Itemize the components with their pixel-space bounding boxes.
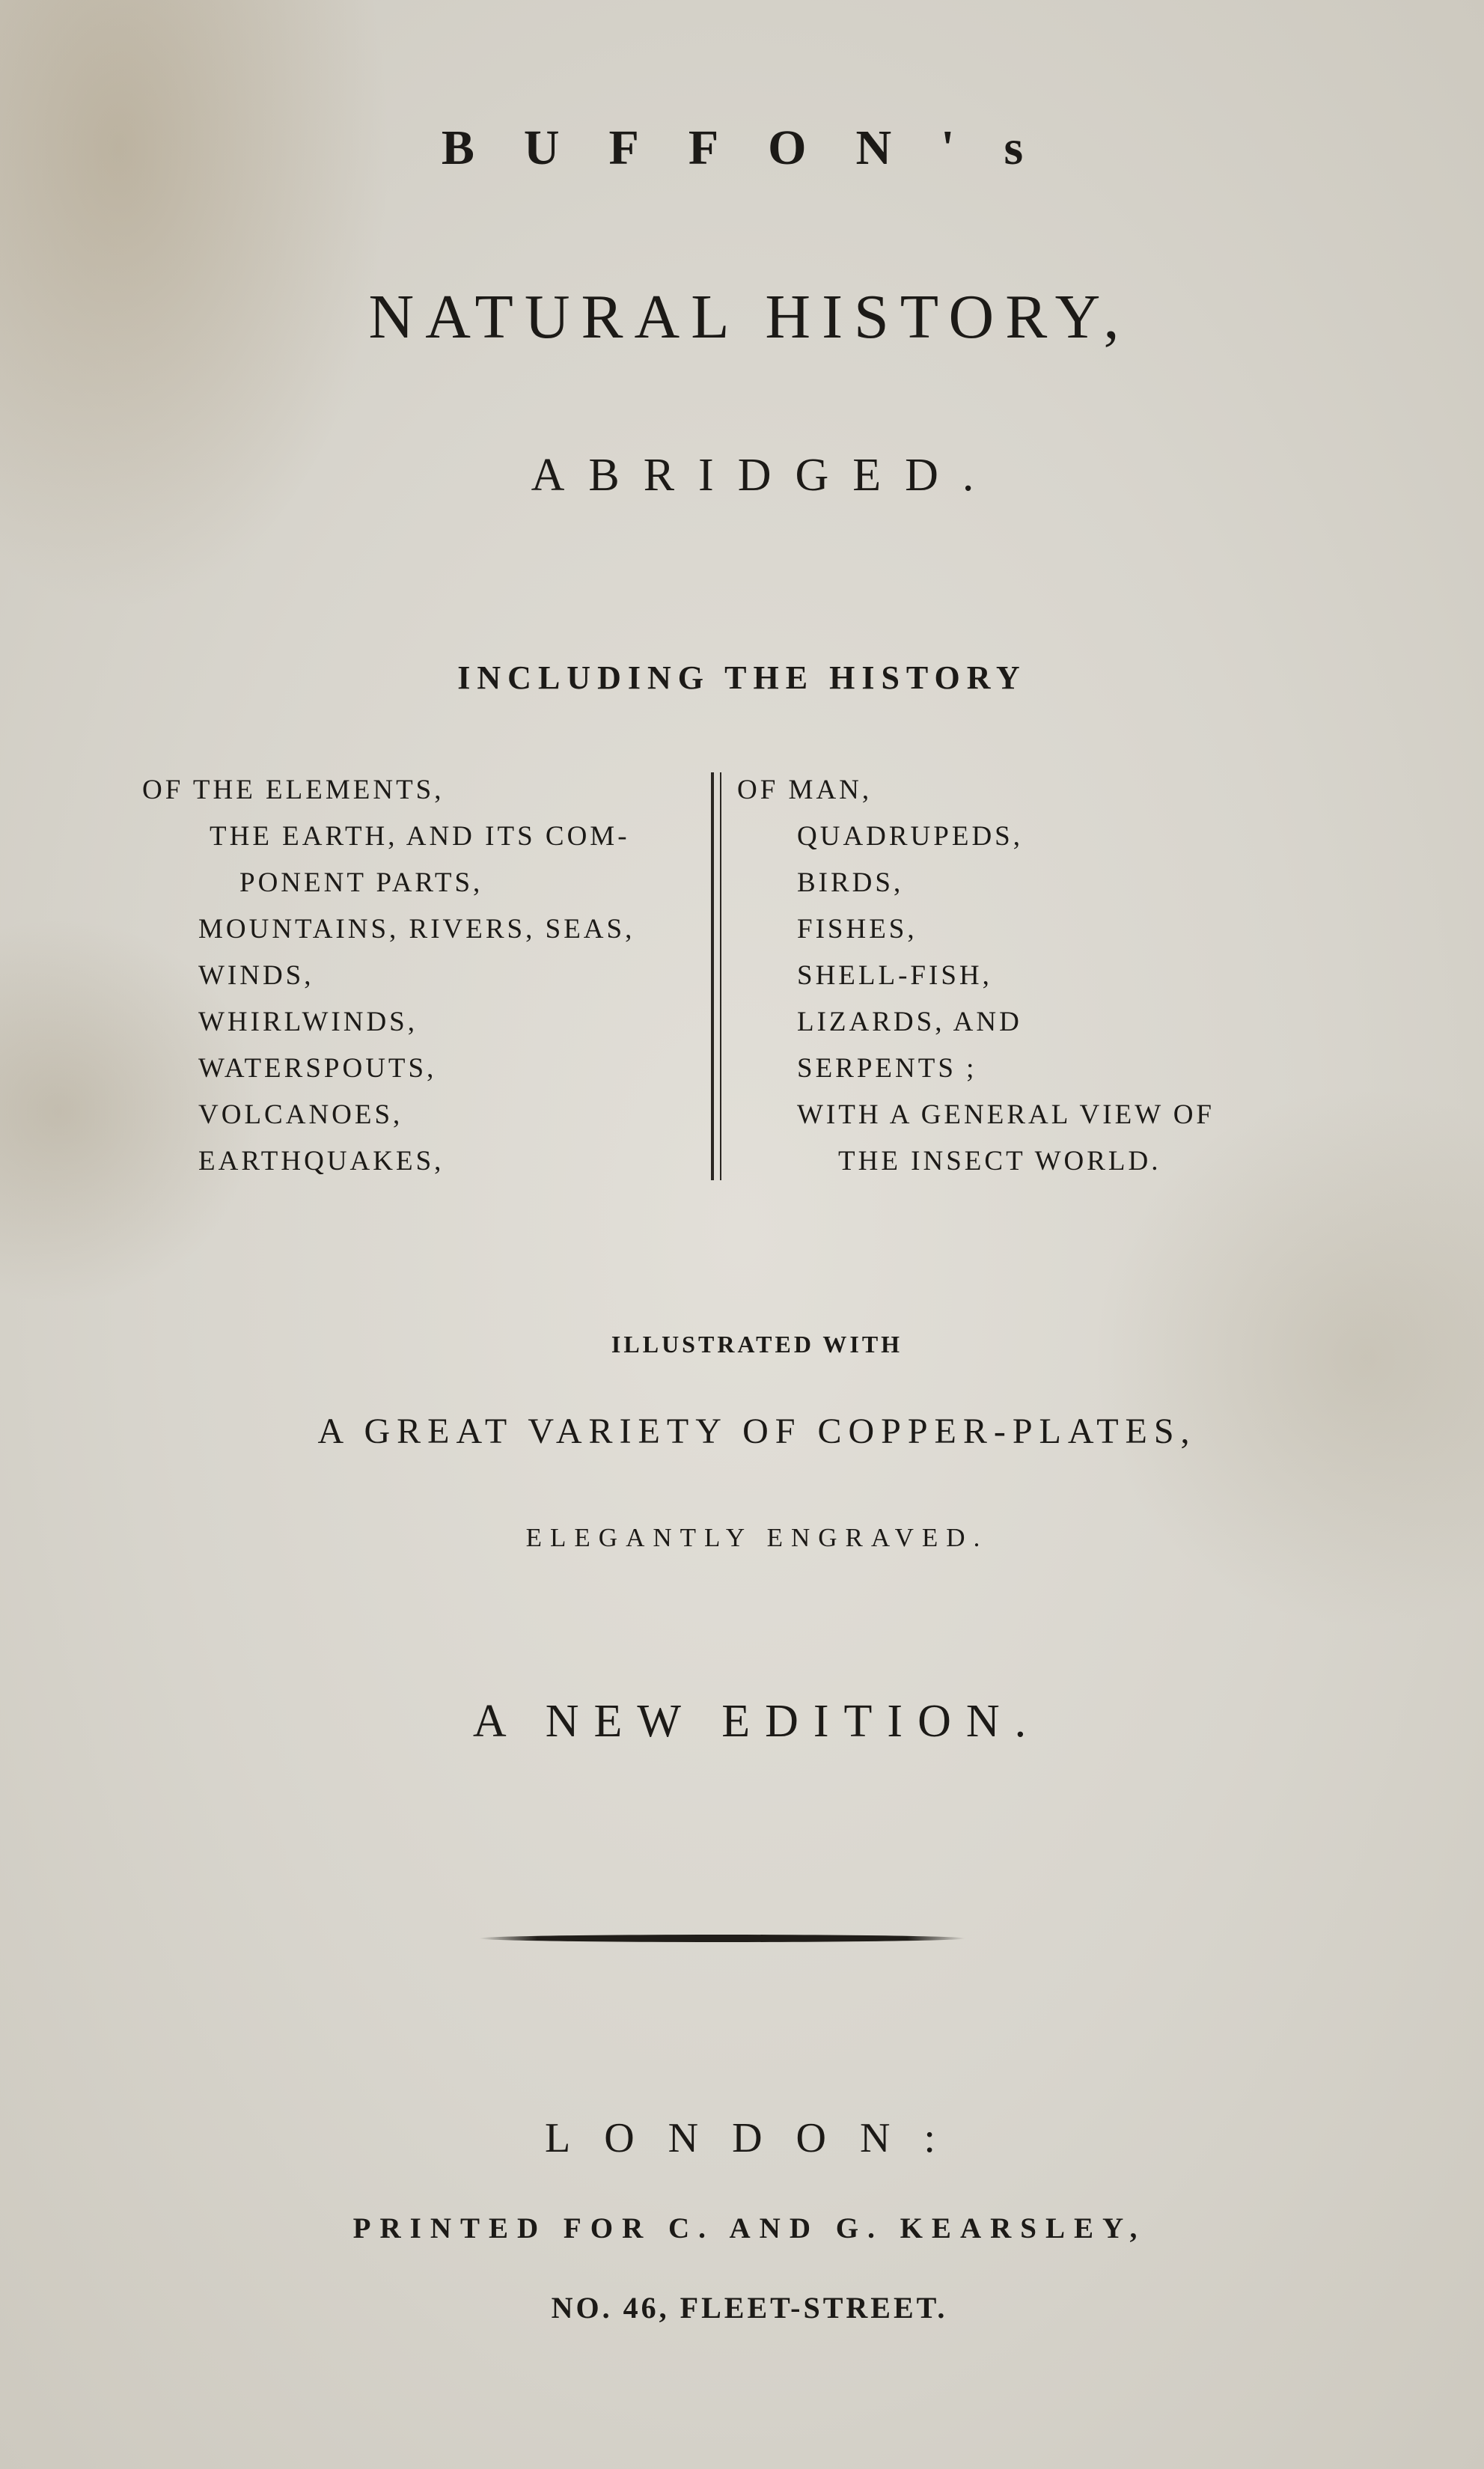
column-divider (720, 772, 721, 1180)
contents-item: VOLCANOES, (198, 1099, 403, 1130)
contents-item: SERPENTS ; (797, 1053, 977, 1084)
contents-item: SHELL-FISH, (797, 960, 992, 991)
illustration-intro: ILLUSTRATED WITH (611, 1331, 903, 1358)
contents-item: BIRDS, (797, 867, 904, 898)
imprint-address: NO. 46, FLEET-STREET. (551, 2291, 948, 2325)
contents-item: PONENT PARTS, (239, 867, 483, 898)
contents-left-column (142, 767, 635, 1185)
imprint-city: LONDON: (545, 2115, 969, 2161)
contents-item: EARTHQUAKES, (198, 1146, 445, 1176)
contents-item: OF THE ELEMENTS, (142, 775, 445, 805)
contents-item: MOUNTAINS, RIVERS, SEAS, (198, 914, 635, 944)
book-title: NATURAL HISTORY, (368, 282, 1131, 352)
contents-item: THE EARTH, AND ITS COM- (210, 821, 630, 852)
contents-item: WATERSPOUTS, (198, 1053, 437, 1084)
contents-right-column (737, 767, 1215, 1185)
contents-item: LIZARDS, AND (797, 1007, 1022, 1037)
illustration-main: A GREAT VARIETY OF COPPER-PLATES, (317, 1411, 1197, 1451)
contents-item: THE INSECT WORLD. (838, 1146, 1161, 1176)
book-subtitle: ABRIDGED. (531, 450, 998, 501)
author-name: BUFFON's (441, 120, 1073, 175)
contents-item: OF MAN, (737, 775, 873, 805)
contents-item: WHIRLWINDS, (198, 1007, 418, 1037)
contents-item: WITH A GENERAL VIEW OF (797, 1099, 1215, 1130)
edition-statement: A NEW EDITION. (472, 1696, 1042, 1747)
column-divider (711, 772, 714, 1180)
contents-heading: INCLUDING THE HISTORY (457, 659, 1027, 696)
ornamental-rule (479, 1935, 965, 1942)
contents-item: QUADRUPEDS, (797, 821, 1024, 852)
contents-item: WINDS, (198, 960, 314, 991)
contents-item: FISHES, (797, 914, 917, 944)
imprint-printer: PRINTED FOR C. AND G. KEARSLEY, (352, 2212, 1146, 2244)
illustration-detail: ELEGANTLY ENGRAVED. (525, 1523, 989, 1552)
